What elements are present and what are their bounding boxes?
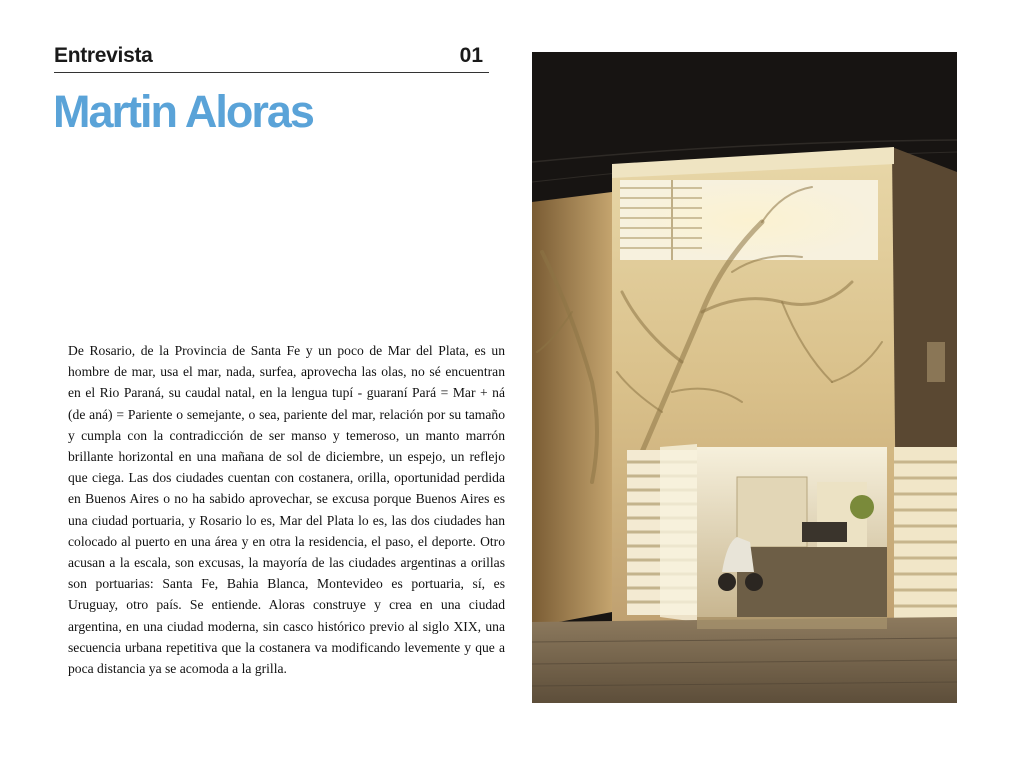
garage-interior bbox=[697, 447, 887, 617]
house-facade-photo bbox=[532, 52, 957, 703]
sidewalk bbox=[532, 617, 957, 703]
left-gate bbox=[627, 444, 697, 622]
body-paragraph: De Rosario, de la Provincia de Santa Fe y un poco de Mar del Plata, es un hombre de mar, usa el mar, nada, surfea, aprovecha las olas, no sé encuentran en el Rio Paraná, su caudal natal, en la lengua tupí - guaraní Pará = Mar + ná (de aná) = Pariente o semejante, o sea, pariente del mar, relación por su tamaño y cumpla con la contradicción de ser manso y temeroso, un manto marrón brillante horizontal en una mañana de sol de diciembre, un espejo, un reflejo que ciega. Las dos ciudades cuentan con costanera, orilla, oportunidad perdida en Buenos Aires o no ha sabido aprovechar, se excusa porque Buenos Aires es una ciudad portuaria, y Rosario lo es, Mar del Plata lo es, las dos ciudades han colocado al puerto en una área y en otra la residencia, el paso, el deporte. Otro acusan a la escala, son excusas, la mayoría de las ciudades argentinas a orillas son portuarias: Santa Fe, Bahia Blanca, Montevideo es portuaria, sí, es Uruguay, otro país. Se entiende. Aloras construye y crea en una ciudad argentina, en una ciudad moderna, sin casco histórico previo al siglo XIX, una secuencia urbana repetitiva que la costanera va modificando levemente y que a poca distancia ya se acomoda a la grilla. bbox=[68, 343, 505, 677]
section-label: Entrevista bbox=[54, 44, 153, 67]
page-number: 01 bbox=[459, 44, 483, 67]
right-gate bbox=[894, 447, 957, 622]
page-header bbox=[54, 44, 489, 73]
electric-meter bbox=[927, 342, 945, 382]
page-title: Martin Aloras bbox=[53, 86, 313, 137]
upper-window bbox=[620, 180, 878, 260]
photo-illustration bbox=[532, 52, 957, 703]
